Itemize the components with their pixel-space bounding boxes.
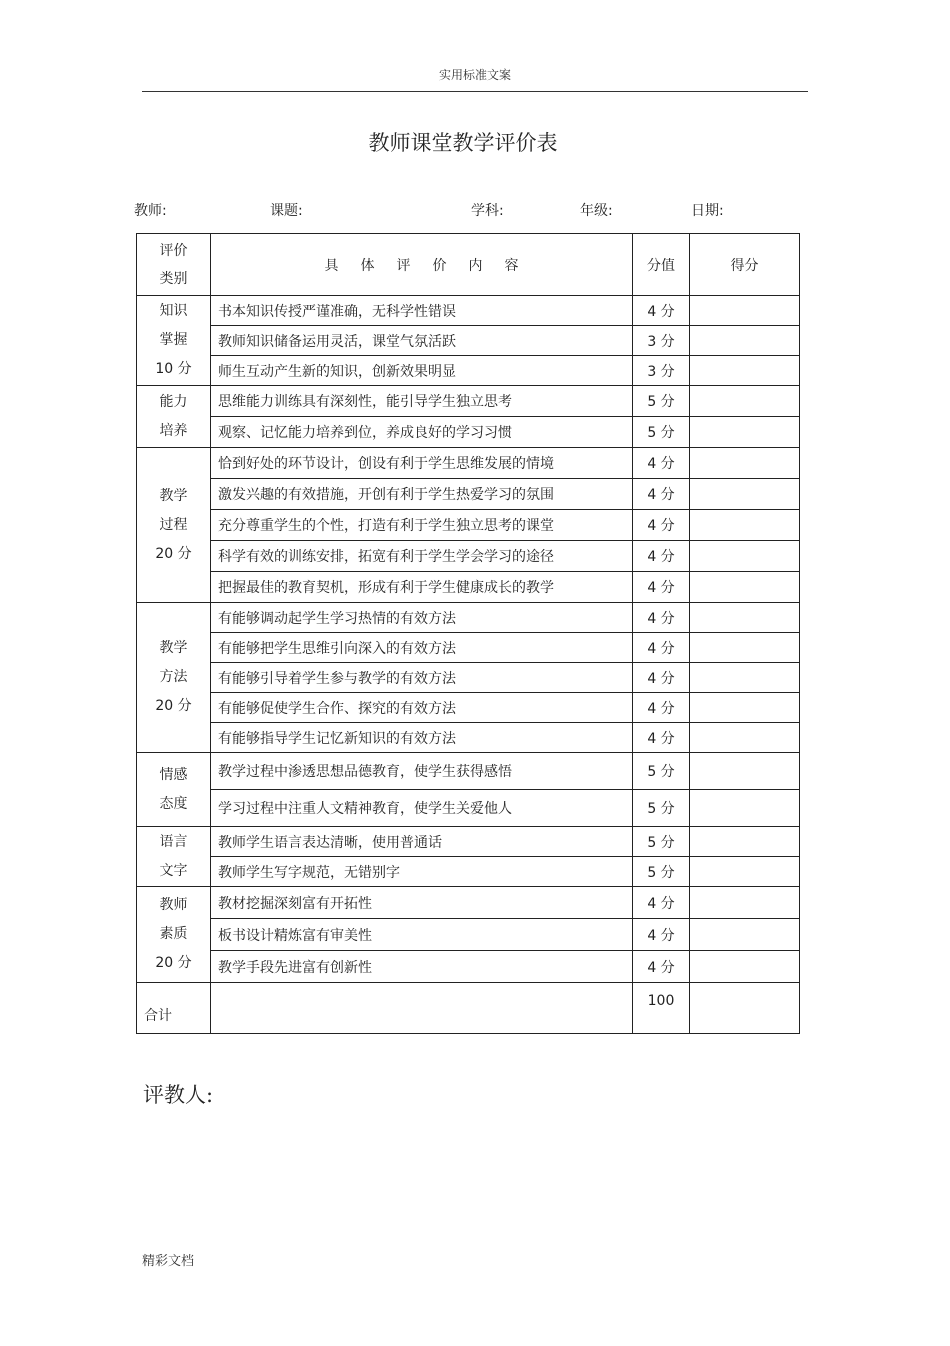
category-cell [137,603,211,753]
category-label-line: 10 分 [155,361,192,377]
category-cell [137,753,211,827]
total-score-cell[interactable] [690,983,800,1034]
score-input-cell[interactable] [690,386,800,417]
category-label-line: 掌握 [159,332,188,348]
category-label-line: 语言 [159,833,188,850]
score-input-cell[interactable] [690,790,800,827]
criteria-text: 教师学生写字规范，无错别字 [211,857,633,887]
header-content-char: 具 [324,257,339,274]
header-content-cell [211,234,633,296]
score-input-cell[interactable] [690,633,800,663]
category-label-line: 教学 [159,640,188,656]
criteria-text: 教学过程中渗透思想品德教育，使学生获得感悟 [211,753,633,790]
table-row [137,919,800,951]
evaluation-table-body [137,234,800,1034]
table-row [137,633,800,663]
header-rule [142,91,808,92]
score-input-cell[interactable] [690,603,800,633]
table-row [137,951,800,983]
category-label-line: 方法 [159,669,188,685]
category-label-line: 20 分 [155,545,192,562]
table-row [137,448,800,479]
points-value: 4 分 [633,951,690,983]
table-row [137,296,800,326]
total-value: 100 [633,983,690,1034]
header-category-line1: 评价 [159,242,188,259]
table-row [137,326,800,356]
table-row [137,541,800,572]
score-input-cell[interactable] [690,753,800,790]
category-cell [137,887,211,983]
points-value: 4 分 [633,479,690,510]
table-row [137,603,800,633]
points-value: 4 分 [633,296,690,326]
criteria-text: 教学手段先进富有创新性 [211,951,633,983]
category-label-line: 20 分 [155,955,192,971]
score-input-cell[interactable] [690,326,800,356]
criteria-text: 把握最佳的教育契机，形成有利于学生健康成长的教学 [211,572,633,603]
table-row [137,572,800,603]
criteria-text: 书本知识传授严谨准确，无科学性错误 [211,296,633,326]
score-input-cell[interactable] [690,510,800,541]
table-row [137,827,800,857]
score-input-cell[interactable] [690,417,800,448]
score-input-cell[interactable] [690,723,800,753]
criteria-text: 科学有效的训练安排，拓宽有利于学生学会学习的途径 [211,541,633,572]
points-value: 5 分 [633,753,690,790]
points-value: 5 分 [633,386,690,417]
evaluation-table [136,233,800,1034]
category-cell [137,827,211,887]
grade-field-label: 年级: [580,203,613,219]
teacher-field-label: 教师: [134,203,167,219]
score-input-cell[interactable] [690,857,800,887]
score-input-cell[interactable] [690,919,800,951]
points-value: 5 分 [633,417,690,448]
header-category-cell [137,234,211,296]
criteria-text: 师生互动产生新的知识，创新效果明显 [211,356,633,386]
points-value: 3 分 [633,356,690,386]
criteria-text: 思维能力训练具有深刻性，能引导学生独立思考 [211,386,633,417]
evaluator-label: 评教人: [143,1083,214,1107]
category-label-line: 文字 [159,862,188,879]
category-label-line: 情感 [159,766,188,783]
header-content-char: 评 [396,257,411,274]
criteria-text: 有能够引导着学生参与教学的有效方法 [211,663,633,693]
table-row [137,663,800,693]
points-value: 4 分 [633,723,690,753]
total-content-cell [211,983,633,1034]
points-value: 4 分 [633,887,690,919]
criteria-text: 有能够指导学生记忆新知识的有效方法 [211,723,633,753]
points-value: 4 分 [633,603,690,633]
table-row [137,723,800,753]
table-header-row [137,234,800,296]
points-value: 4 分 [633,663,690,693]
table-row [137,753,800,790]
total-label: 合计 [137,983,211,1034]
points-value: 4 分 [633,541,690,572]
points-value: 4 分 [633,572,690,603]
points-value: 3 分 [633,326,690,356]
score-input-cell[interactable] [690,887,800,919]
score-input-cell[interactable] [690,663,800,693]
table-row [137,857,800,887]
points-value: 5 分 [633,827,690,857]
header-category-line2: 类别 [159,270,188,287]
date-field-label: 日期: [691,203,724,219]
points-value: 4 分 [633,510,690,541]
score-input-cell[interactable] [690,827,800,857]
criteria-text: 教材挖掘深刻富有开拓性 [211,887,633,919]
category-label-line: 知识 [159,303,188,319]
page-header: 实用标准文案 [438,68,511,82]
criteria-text: 有能够促使学生合作、探究的有效方法 [211,693,633,723]
table-row [137,693,800,723]
header-content-char: 内 [468,257,483,274]
criteria-text: 观察、记忆能力培养到位，养成良好的学习习惯 [211,417,633,448]
criteria-text: 充分尊重学生的个性，打造有利于学生独立思考的课堂 [211,510,633,541]
header-content-char: 体 [360,257,375,274]
score-input-cell[interactable] [690,951,800,983]
criteria-text: 有能够把学生思维引向深入的有效方法 [211,633,633,663]
category-label-line: 过程 [159,516,188,533]
table-row [137,386,800,417]
score-input-cell[interactable] [690,448,800,479]
points-value: 4 分 [633,919,690,951]
score-input-cell[interactable] [690,572,800,603]
table-row [137,356,800,386]
category-cell [137,296,211,386]
total-row [137,983,800,1034]
category-label-line: 20 分 [155,698,192,714]
criteria-text: 教师知识储备运用灵活，课堂气氛活跃 [211,326,633,356]
criteria-text: 教师学生语言表达清晰，使用普通话 [211,827,633,857]
category-label-line: 能力 [159,393,188,410]
criteria-text: 有能够调动起学生学习热情的有效方法 [211,603,633,633]
criteria-text: 板书设计精炼富有审美性 [211,919,633,951]
category-label-line: 培养 [159,422,188,439]
category-label-line: 态度 [159,795,188,812]
points-value: 5 分 [633,790,690,827]
points-value: 5 分 [633,857,690,887]
header-value-cell: 分值 [633,234,690,296]
table-row [137,510,800,541]
criteria-text: 学习过程中注重人文精神教育，使学生关爱他人 [211,790,633,827]
points-value: 4 分 [633,448,690,479]
criteria-text: 恰到好处的环节设计，创设有利于学生思维发展的情境 [211,448,633,479]
page-footer: 精彩文档 [142,1254,195,1269]
category-label-line: 教学 [159,487,188,504]
table-row [137,417,800,448]
table-row [137,790,800,827]
score-input-cell[interactable] [690,693,800,723]
subject-field-label: 学科: [471,203,504,219]
topic-field-label: 课题: [270,203,303,219]
category-label-line: 教师 [159,897,188,913]
points-value: 4 分 [633,633,690,663]
table-row [137,887,800,919]
score-input-cell[interactable] [690,541,800,572]
category-cell [137,448,211,603]
category-label-line: 素质 [159,926,188,942]
score-input-cell[interactable] [690,296,800,326]
header-content-char: 价 [432,257,447,274]
criteria-text: 激发兴趣的有效措施，开创有利于学生热爱学习的氛围 [211,479,633,510]
header-score-cell: 得分 [690,234,800,296]
category-cell [137,386,211,448]
score-input-cell[interactable] [690,356,800,386]
header-content-char: 容 [504,257,519,274]
points-value: 4 分 [633,693,690,723]
table-row [137,479,800,510]
page-title: 教师课堂教学评价表 [368,131,558,155]
score-input-cell[interactable] [690,479,800,510]
